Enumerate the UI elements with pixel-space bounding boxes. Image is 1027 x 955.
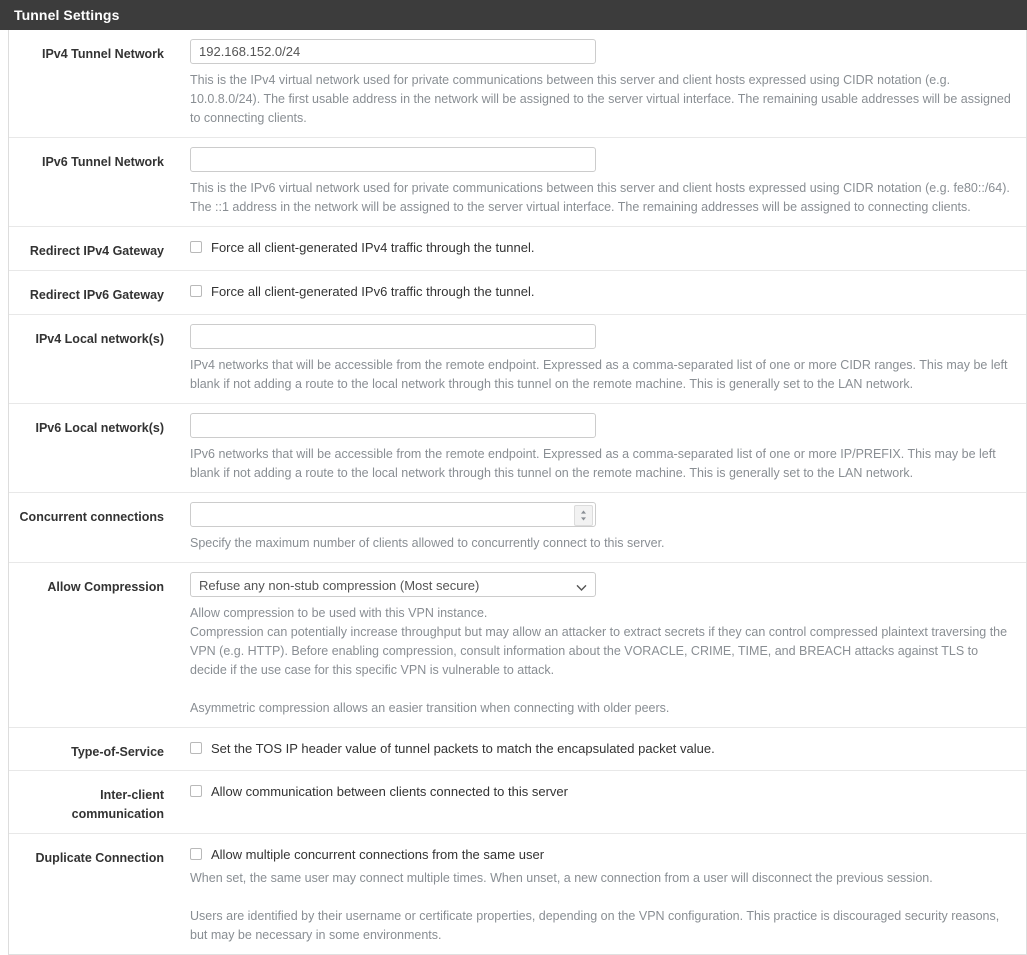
help-ipv4-tunnel-network: This is the IPv4 virtual network used for private communications between this server and client hosts expressed using CIDR notation (e.g. 10.0.8.0/24). The first usable address in the network will be assigned to the server virtual interface. The remaining usable addresses will be assigned to connecting clients. (190, 73, 1011, 125)
ipv6-tunnel-network-input[interactable] (190, 147, 596, 172)
row-ipv6-tunnel-network (9, 138, 1026, 227)
panel-title: Tunnel Settings (0, 0, 1027, 30)
ipv4-local-networks-input[interactable] (190, 324, 596, 349)
checkbox-line-redirect-ipv4-gateway (190, 236, 1016, 256)
ipv4-tunnel-network-input[interactable] (190, 39, 596, 64)
field-ipv6-tunnel-network (164, 147, 1026, 217)
redirect-ipv4-gateway-checkbox[interactable] (190, 241, 202, 253)
label-type-of-service: Type-of-Service (71, 744, 164, 759)
tunnel-settings-panel (8, 0, 1027, 955)
help-duplicate-connection-line1: When set, the same user may connect multiple times. When unset, a new connection from a user will disconnect the previous session. (190, 870, 933, 885)
row-ipv6-local-networks (9, 404, 1026, 493)
label-ipv6-tunnel-network: IPv6 Tunnel Network (41, 155, 164, 169)
row-concurrent-connections (9, 493, 1026, 563)
row-allow-compression (9, 563, 1026, 728)
help-duplicate-connection-line2: Users are identified by their username or certificate properties, depending on the VPN configuration. This practice is discouraged security reasons, but may be necessary in some environments. (190, 908, 1000, 942)
checkbox-line-duplicate-connection (190, 843, 1016, 863)
row-redirect-ipv4-gateway (9, 227, 1026, 271)
row-redirect-ipv6-gateway (9, 271, 1026, 315)
inter-client-communication-label[interactable]: Allow communication between clients connected to this server (211, 784, 568, 800)
checkbox-line-redirect-ipv6-gateway (190, 280, 1016, 300)
field-ipv6-local-networks (164, 413, 1026, 483)
redirect-ipv6-gateway-label[interactable]: Force all client-generated IPv6 traffic through the tunnel. (211, 283, 535, 299)
label-ipv6-local-networks: IPv6 Local network(s) (35, 420, 164, 435)
field-type-of-service (164, 737, 1026, 757)
field-allow-compression (164, 572, 1026, 718)
row-inter-client-communication (9, 771, 1026, 834)
duplicate-connection-checkbox[interactable] (190, 848, 202, 860)
field-ipv4-local-networks (164, 324, 1026, 394)
inter-client-communication-checkbox[interactable] (190, 785, 202, 797)
allow-compression-select[interactable]: Refuse any non-stub compression (Most secure) (190, 572, 596, 597)
number-spinner-icon[interactable] (574, 505, 593, 526)
field-redirect-ipv6-gateway (164, 280, 1026, 300)
panel-body (9, 30, 1026, 955)
label-redirect-ipv6-gateway: Redirect IPv6 Gateway (29, 287, 164, 302)
row-duplicate-connection (9, 834, 1026, 955)
redirect-ipv6-gateway-checkbox[interactable] (190, 285, 202, 297)
label-duplicate-connection: Duplicate Connection (35, 850, 164, 865)
type-of-service-label[interactable]: Set the TOS IP header value of tunnel packets to match the encapsulated packet value. (211, 740, 715, 756)
help-duplicate-connection (190, 869, 1016, 945)
row-type-of-service (9, 728, 1026, 772)
help-allow-compression-line2: Compression can potentially increase throughput but may allow an attacker to extract secrets if they can control compressed plaintext traversing the VPN (e.g. HTTP). Before enabling compression, consult information about the VORACLE, CRIME, TIME, and BREACH attacks against TLS to decide if the use case for this specific VPN is vulnerable to attack. (190, 624, 1008, 677)
field-concurrent-connections (164, 502, 1026, 553)
help-allow-compression (190, 604, 1016, 718)
redirect-ipv4-gateway-label[interactable]: Force all client-generated IPv4 traffic through the tunnel. (211, 240, 535, 255)
allow-compression-select-wrap (190, 572, 596, 597)
label-concurrent-connections: Concurrent connections (19, 509, 164, 524)
field-duplicate-connection (164, 843, 1026, 945)
help-ipv4-local-networks: IPv4 networks that will be accessible from the remote endpoint. Expressed as a comma-separated list of one or more CIDR ranges. This may be left blank if not adding a route to the local network through this tunnel on the remote machine. This is generally set to the LAN network. (190, 357, 1008, 391)
row-ipv4-tunnel-network (9, 30, 1026, 138)
label-inter-client-communication: Inter-client communication (71, 788, 164, 821)
help-concurrent-connections: Specify the maximum number of clients allowed to concurrently connect to this server. (190, 535, 665, 550)
help-allow-compression-line3: Asymmetric compression allows an easier transition when connecting with older peers. (190, 700, 670, 715)
field-ipv4-tunnel-network (164, 39, 1026, 128)
label-allow-compression: Allow Compression (47, 579, 164, 594)
checkbox-line-type-of-service (190, 737, 1016, 757)
help-ipv6-local-networks: IPv6 networks that will be accessible from the remote endpoint. Expressed as a comma-separated list of one or more IP/PREFIX. This may be left blank if not adding a route to the local network through this tunnel on the remote machine. This is generally set to the LAN network. (190, 446, 996, 480)
duplicate-connection-label[interactable]: Allow multiple concurrent connections from the same user (211, 846, 545, 862)
label-redirect-ipv4-gateway: Redirect IPv4 Gateway (29, 244, 164, 258)
help-spacer (190, 680, 1016, 699)
ipv6-local-networks-input[interactable] (190, 413, 596, 438)
field-inter-client-communication (164, 780, 1026, 800)
label-ipv4-local-networks: IPv4 Local network(s) (35, 331, 164, 346)
help-ipv6-tunnel-network: This is the IPv6 virtual network used for private communications between this server and client hosts expressed using CIDR notation (e.g. fe80::/64). The ::1 address in the network will be assigned to the server virtual interface. The remaining addresses will be assigned to connecting clients. (190, 181, 1010, 214)
row-ipv4-local-networks (9, 315, 1026, 404)
help-spacer-duplicate (190, 888, 1016, 907)
type-of-service-checkbox[interactable] (190, 742, 202, 754)
label-ipv4-tunnel-network: IPv4 Tunnel Network (41, 47, 164, 61)
concurrent-connections-input[interactable] (190, 502, 596, 527)
checkbox-line-inter-client-communication (190, 780, 1016, 800)
help-allow-compression-line1: Allow compression to be used with this VPN instance. (190, 605, 488, 620)
concurrent-connections-wrap (190, 502, 596, 527)
field-redirect-ipv4-gateway (164, 236, 1026, 256)
